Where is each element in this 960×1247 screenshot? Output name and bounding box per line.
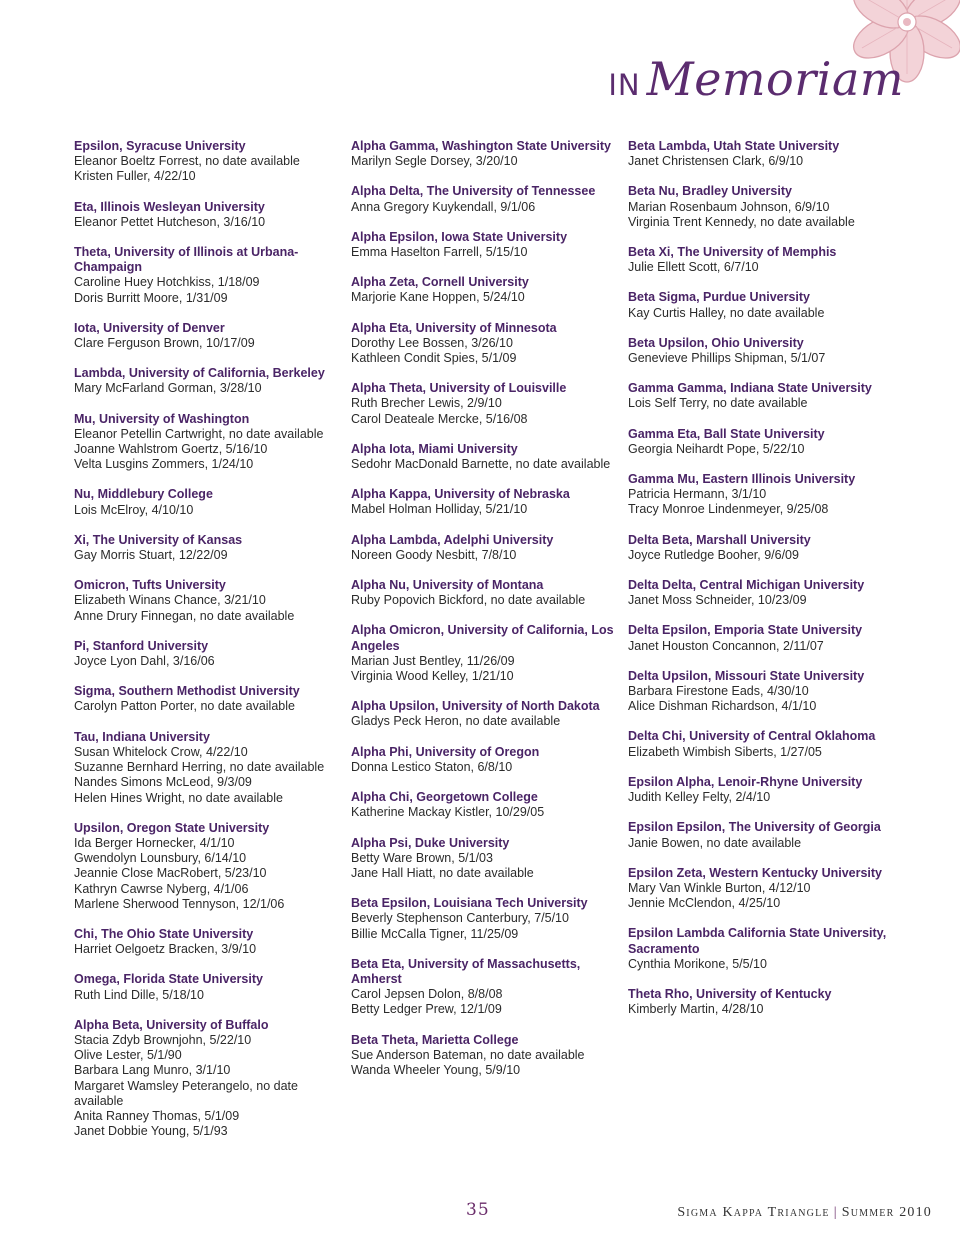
member-name: Sedohr MacDonald Barnette, no date available xyxy=(351,457,611,472)
chapter-name: Beta Nu, Bradley University xyxy=(628,184,792,199)
member-name: Helen Hines Wright, no date available xyxy=(74,790,283,805)
chapter-name: Alpha Eta, University of Minnesota xyxy=(351,320,557,335)
chapter-name: Delta Upsilon, Missouri State University xyxy=(628,668,865,683)
member-name: Betty Ware Brown, 5/1/03 xyxy=(351,850,493,865)
member-name: Jeannie Close MacRobert, 5/23/10 xyxy=(74,866,267,881)
member-name: Ruth Lind Dille, 5/18/10 xyxy=(74,987,204,1002)
chapter-entry xyxy=(74,366,339,396)
member-name: Barbara Lang Munro, 3/1/10 xyxy=(74,1063,231,1078)
member-name: Anita Ranney Thomas, 5/1/09 xyxy=(74,1108,240,1123)
member-name: Dorothy Lee Bossen, 3/26/10 xyxy=(351,335,513,350)
member-name: Kimberly Martin, 4/28/10 xyxy=(628,1002,764,1017)
chapter-name: Alpha Phi, University of Oregon xyxy=(351,744,540,759)
chapter-name: Sigma, Southern Methodist University xyxy=(74,684,300,699)
member-name: Sue Anderson Bateman, no date available xyxy=(351,1047,585,1062)
member-name: Olive Lester, 5/1/90 xyxy=(74,1048,182,1063)
member-name: Betty Ledger Prew, 12/1/09 xyxy=(351,1002,502,1017)
chapter-name: Eta, Illinois Wesleyan University xyxy=(74,199,265,214)
chapter-name: Alpha Upsilon, University of North Dakota xyxy=(351,699,600,714)
chapter-name: Mu, University of Washington xyxy=(74,411,250,426)
chapter-name: Nu, Middlebury College xyxy=(74,487,213,502)
chapter-entry xyxy=(628,820,890,850)
chapter-name: Alpha Delta, The University of Tennessee xyxy=(351,184,596,199)
chapter-entry xyxy=(351,487,616,517)
footer-separator: | xyxy=(833,1205,838,1220)
chapter-entry xyxy=(74,972,339,1002)
chapter-entry xyxy=(74,200,339,230)
member-name: Harriet Oelgoetz Bracken, 3/9/10 xyxy=(74,942,257,957)
member-name: Katherine Mackay Kistler, 10/29/05 xyxy=(351,805,545,820)
chapter-name: Alpha Omicron, University of California, Los Angeles xyxy=(351,623,614,653)
member-name: Kathryn Cawrse Nyberg, 4/1/06 xyxy=(74,881,249,896)
page-title xyxy=(608,52,904,106)
chapter-name: Alpha Epsilon, Iowa State University xyxy=(351,229,568,244)
member-name: Kristen Fuller, 4/22/10 xyxy=(74,169,196,184)
chapter-entry xyxy=(351,442,616,472)
chapter-entry xyxy=(351,184,616,214)
chapter-entry xyxy=(74,245,339,306)
member-name: Mary McFarland Gorman, 3/28/10 xyxy=(74,381,262,396)
chapter-name: Epsilon Alpha, Lenoir-Rhyne University xyxy=(628,774,863,789)
chapter-name: Alpha Psi, Duke University xyxy=(351,835,510,850)
member-name: Lois McElroy, 4/10/10 xyxy=(74,502,194,517)
chapter-entry xyxy=(351,139,616,169)
chapter-name: Beta Theta, Marietta College xyxy=(351,1032,519,1047)
chapter-name: Beta Upsilon, Ohio University xyxy=(628,335,804,350)
member-name: Kathleen Condit Spies, 5/1/09 xyxy=(351,351,517,366)
chapter-entry xyxy=(351,623,616,684)
member-name: Joanne Wahlstrom Goertz, 5/16/10 xyxy=(74,442,268,457)
chapter-name: Lambda, University of California, Berkeley xyxy=(74,366,325,381)
chapter-entry xyxy=(628,775,890,805)
chapter-name: Alpha Chi, Georgetown College xyxy=(351,790,538,805)
chapter-name: Alpha Lambda, Adelphi University xyxy=(351,532,554,547)
member-name: Elizabeth Winans Chance, 3/21/10 xyxy=(74,593,266,608)
chapter-entry xyxy=(351,1033,616,1079)
chapter-entry xyxy=(351,578,616,608)
member-name: Janet Moss Schneider, 10/23/09 xyxy=(628,593,807,608)
chapter-entry xyxy=(628,381,890,411)
chapter-name: Iota, University of Denver xyxy=(74,320,225,335)
chapter-entry xyxy=(351,957,616,1018)
chapter-entry xyxy=(628,623,890,653)
member-name: Patricia Hermann, 3/1/10 xyxy=(628,487,767,502)
chapter-name: Tau, Indiana University xyxy=(74,729,210,744)
chapter-name: Upsilon, Oregon State University xyxy=(74,820,270,835)
chapter-entry xyxy=(74,927,339,957)
chapter-name: Omicron, Tufts University xyxy=(74,578,226,593)
member-name: Beverly Stephenson Canterbury, 7/5/10 xyxy=(351,911,569,926)
chapter-entry xyxy=(628,472,890,518)
chapter-entry xyxy=(628,926,890,972)
member-name: Ida Berger Hornecker, 4/1/10 xyxy=(74,835,235,850)
member-name: Tracy Monroe Lindenmeyer, 9/25/08 xyxy=(628,502,829,517)
member-name: Gay Morris Stuart, 12/22/09 xyxy=(74,548,228,563)
chapter-name: Alpha Gamma, Washington State University xyxy=(351,139,612,153)
member-name: Julie Ellett Scott, 6/7/10 xyxy=(628,260,759,275)
chapter-entry xyxy=(628,139,890,169)
member-name: Cynthia Morikone, 5/5/10 xyxy=(628,956,767,971)
chapter-entry xyxy=(628,987,890,1017)
member-name: Wanda Wheeler Young, 5/9/10 xyxy=(351,1062,521,1077)
member-name: Marlene Sherwood Tennyson, 12/1/06 xyxy=(74,896,285,911)
member-name: Marjorie Kane Hoppen, 5/24/10 xyxy=(351,290,525,305)
member-name: Margaret Wamsley Peterangelo, no date available xyxy=(74,1078,298,1108)
chapter-name: Alpha Beta, University of Buffalo xyxy=(74,1017,269,1032)
chapter-name: Delta Delta, Central Michigan University xyxy=(628,578,865,593)
chapter-entry xyxy=(74,684,339,714)
chapter-name: Delta Epsilon, Emporia State University xyxy=(628,623,863,638)
chapter-entry xyxy=(351,836,616,882)
page-number: 35 xyxy=(466,1200,490,1220)
member-name: Anne Drury Finnegan, no date available xyxy=(74,608,295,623)
member-name: Clare Ferguson Brown, 10/17/09 xyxy=(74,336,255,351)
chapter-entry xyxy=(351,321,616,367)
chapter-entry xyxy=(74,639,339,669)
chapter-entry xyxy=(74,533,339,563)
chapter-name: Beta Eta, University of Massachusetts, Amherst xyxy=(351,956,581,986)
chapter-name: Pi, Stanford University xyxy=(74,638,209,653)
member-name: Janet Houston Concannon, 2/11/07 xyxy=(628,638,824,653)
chapter-entry xyxy=(628,729,890,759)
member-name: Janie Bowen, no date available xyxy=(628,835,802,850)
chapter-name: Xi, The University of Kansas xyxy=(74,532,243,547)
chapter-name: Chi, The Ohio State University xyxy=(74,926,254,941)
member-name: Carolyn Patton Porter, no date available xyxy=(74,699,295,714)
member-name: Velta Lusgins Zommers, 1/24/10 xyxy=(74,457,254,472)
chapter-name: Alpha Kappa, University of Nebraska xyxy=(351,487,570,502)
chapter-name: Delta Chi, University of Central Oklahoma xyxy=(628,729,876,744)
member-name: Carol Deateale Mercke, 5/16/08 xyxy=(351,411,528,426)
chapter-entry xyxy=(351,699,616,729)
member-name: Ruth Brecher Lewis, 2/9/10 xyxy=(351,396,502,411)
chapter-entry xyxy=(628,245,890,275)
member-name: Gwendolyn Lounsbury, 6/14/10 xyxy=(74,851,247,866)
chapter-name: Gamma Eta, Ball State University xyxy=(628,426,825,441)
chapter-name: Gamma Mu, Eastern Illinois University xyxy=(628,472,856,487)
chapter-name: Epsilon Epsilon, The University of Georgia xyxy=(628,820,881,835)
memorial-column-1 xyxy=(74,139,339,1154)
member-name: Anna Gregory Kuykendall, 9/1/06 xyxy=(351,199,536,214)
member-name: Virginia Wood Kelley, 1/21/10 xyxy=(351,669,514,684)
member-name: Stacia Zdyb Brownjohn, 5/22/10 xyxy=(74,1032,252,1047)
chapter-entry xyxy=(74,730,339,806)
memorial-column-2 xyxy=(351,139,616,1093)
chapter-entry xyxy=(351,533,616,563)
member-name: Virginia Trent Kennedy, no date available xyxy=(628,214,855,229)
member-name: Ruby Popovich Bickford, no date available xyxy=(351,593,586,608)
chapter-name: Alpha Zeta, Cornell University xyxy=(351,275,529,290)
chapter-name: Theta Rho, University of Kentucky xyxy=(628,986,832,1001)
chapter-name: Epsilon Lambda California State University, Sacramento xyxy=(628,926,887,956)
footer-publication xyxy=(677,1205,932,1221)
chapter-entry xyxy=(628,336,890,366)
chapter-name: Beta Lambda, Utah State University xyxy=(628,139,840,153)
chapter-name: Beta Xi, The University of Memphis xyxy=(628,245,837,260)
member-name: Eleanor Petellin Cartwright, no date available xyxy=(74,426,324,441)
member-name: Alice Dishman Richardson, 4/1/10 xyxy=(628,699,817,714)
member-name: Genevieve Phillips Shipman, 5/1/07 xyxy=(628,351,826,366)
chapter-name: Epsilon, Syracuse University xyxy=(74,139,246,153)
chapter-entry xyxy=(351,896,616,942)
chapter-entry xyxy=(628,184,890,230)
member-name: Gladys Peck Heron, no date available xyxy=(351,714,561,729)
chapter-entry xyxy=(74,821,339,912)
chapter-entry xyxy=(351,790,616,820)
member-name: Eleanor Pettet Hutcheson, 3/16/10 xyxy=(74,214,266,229)
member-name: Suzanne Bernhard Herring, no date available xyxy=(74,760,325,775)
chapter-name: Epsilon Zeta, Western Kentucky University xyxy=(628,865,883,880)
member-name: Eleanor Boeltz Forrest, no date available xyxy=(74,154,300,169)
member-name: Carol Jepsen Dolon, 8/8/08 xyxy=(351,987,503,1002)
member-name: Mary Van Winkle Burton, 4/12/10 xyxy=(628,880,811,895)
chapter-entry xyxy=(351,230,616,260)
member-name: Lois Self Terry, no date available xyxy=(628,396,808,411)
chapter-entry xyxy=(628,669,890,715)
chapter-entry xyxy=(74,1018,339,1140)
chapter-entry xyxy=(628,290,890,320)
member-name: Emma Haselton Farrell, 5/15/10 xyxy=(351,245,528,260)
member-name: Judith Kelley Felty, 2/4/10 xyxy=(628,790,771,805)
memorial-column-3 xyxy=(628,139,890,1032)
title-prefix: IN xyxy=(608,68,641,102)
chapter-name: Alpha Nu, University of Montana xyxy=(351,578,544,593)
member-name: Doris Burritt Moore, 1/31/09 xyxy=(74,290,228,305)
member-name: Jennie McClendon, 4/25/10 xyxy=(628,896,781,911)
chapter-name: Alpha Theta, University of Louisville xyxy=(351,381,567,396)
chapter-name: Gamma Gamma, Indiana State University xyxy=(628,381,872,396)
member-name: Donna Lestico Staton, 6/8/10 xyxy=(351,759,513,774)
chapter-entry xyxy=(628,866,890,912)
member-name: Mabel Holman Holliday, 5/21/10 xyxy=(351,502,528,517)
chapter-name: Omega, Florida State University xyxy=(74,972,263,987)
member-name: Marian Rosenbaum Johnson, 6/9/10 xyxy=(628,199,830,214)
chapter-entry xyxy=(351,275,616,305)
issue-date: Summer 2010 xyxy=(841,1205,932,1220)
member-name: Kay Curtis Halley, no date available xyxy=(628,305,825,320)
member-name: Barbara Firestone Eads, 4/30/10 xyxy=(628,684,809,699)
chapter-entry xyxy=(628,427,890,457)
chapter-name: Alpha Iota, Miami University xyxy=(351,441,518,456)
member-name: Marilyn Segle Dorsey, 3/20/10 xyxy=(351,154,518,169)
member-name: Noreen Goody Nesbitt, 7/8/10 xyxy=(351,547,517,562)
chapter-name: Delta Beta, Marshall University xyxy=(628,532,811,547)
member-name: Georgia Neihardt Pope, 5/22/10 xyxy=(628,441,805,456)
chapter-entry xyxy=(628,578,890,608)
member-name: Elizabeth Wimbish Siberts, 1/27/05 xyxy=(628,744,822,759)
member-name: Jane Hall Hiatt, no date available xyxy=(351,865,534,880)
member-name: Susan Whitelock Crow, 4/22/10 xyxy=(74,744,248,759)
member-name: Nandes Simons McLeod, 9/3/09 xyxy=(74,775,252,790)
member-name: Joyce Lyon Dahl, 3/16/06 xyxy=(74,654,215,669)
chapter-name: Beta Sigma, Purdue University xyxy=(628,290,811,305)
chapter-entry xyxy=(74,487,339,517)
chapter-entry xyxy=(74,321,339,351)
chapter-entry xyxy=(351,381,616,427)
member-name: Marian Just Bentley, 11/26/09 xyxy=(351,653,515,668)
member-name: Joyce Rutledge Booher, 9/6/09 xyxy=(628,547,799,562)
member-name: Billie McCalla Tigner, 11/25/09 xyxy=(351,926,519,941)
chapter-entry xyxy=(74,578,339,624)
member-name: Caroline Huey Hotchkiss, 1/18/09 xyxy=(74,275,260,290)
member-name: Janet Dobbie Young, 5/1/93 xyxy=(74,1124,228,1139)
chapter-entry xyxy=(351,745,616,775)
chapter-entry xyxy=(628,533,890,563)
member-name: Janet Christensen Clark, 6/9/10 xyxy=(628,154,804,169)
chapter-name: Beta Epsilon, Louisiana Tech University xyxy=(351,896,588,911)
chapter-entry xyxy=(74,139,339,185)
chapter-entry xyxy=(74,412,339,473)
publication-name: Sigma Kappa Triangle xyxy=(677,1205,830,1220)
chapter-name: Theta, University of Illinois at Urbana-Champaign xyxy=(74,245,299,275)
title-main: Memoriam xyxy=(646,52,904,106)
